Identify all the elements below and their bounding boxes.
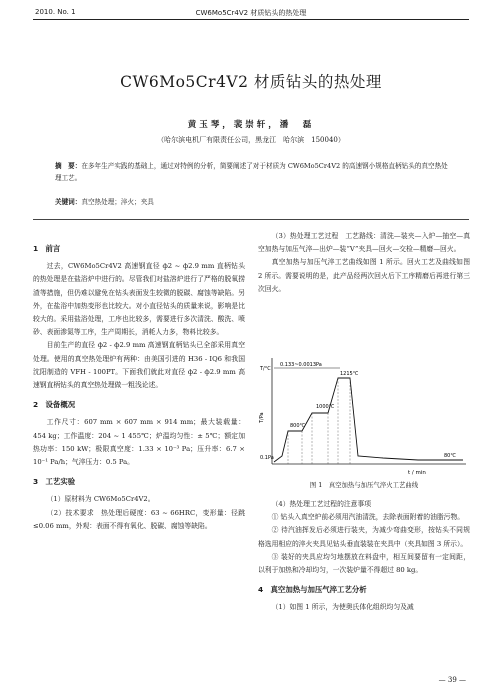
fig-temperature-curve [274,378,463,462]
section-heading: 2 设备概况 [33,400,76,410]
paragraph: 目前生产的直径 ф2 - ф2.9 mm 高速钢直柄钻头已全部采用真空处理。使用的真空热处理炉有两种：由美国引进的 H36 - IQ6 和我国沈阳制造的 VFH - 100PT。下面我们就此对直径 ф2 - ф2.9 mm 高速钢直柄钻头的真空热处理做一粗浅论述。 [33,341,245,390]
left-column [33,236,245,533]
section-heading: 4 真空加热与加压气淬工艺分析 [258,585,367,595]
section-heading: 3 工艺实验 [33,477,76,487]
figure-1-process-curve [258,356,470,476]
abstract [55,160,450,184]
paragraph: 真空加热与加压气淬工艺曲线如图 1 所示。回火工艺及曲线如图 2 所示。需要说明的是，此产品经两次回火后下工序精磨后再进行第三次回火。 [258,258,470,293]
right-column-bottom [258,498,470,615]
paragraph: （3）热处理工艺过程 工艺路线：清洗—装夹—入炉—抽空—真空加热与加压气淬—出炉—装“V”夹具—回火—交检—精磨—回火。 [258,232,470,254]
fig-vacuum-annotation: 0.133~0.0013Pa [280,362,322,368]
fig-pressure-label: 0.1Pa [260,455,274,461]
fig-temp-80: 80℃ [444,453,456,459]
paragraph: （2）技术要求 热处理后硬度：63 ~ 66HRC，变形量：径跳 ≤0.06 mm，外观：表面不得有氧化、脱碳、腐蚀等缺陷。 [33,508,245,530]
fig-temp-1215: 1215℃ [340,371,359,377]
paragraph: （1）如图 1 所示，为使奥氏体化组织均匀及减 [271,603,414,612]
fig-y-label: T/°C [260,366,271,372]
paragraph: 工作尺寸：607 mm × 607 mm × 914 mm；最大装载量：454 kg；工作温度：204 ~ 1 455℃；炉温均匀性：± 5℃；额定加热功率：150 kW；极限真空度：1.33 × 10⁻³ Pa；压升率：6.7 × 10⁻¹ Pa/h；气淬压力：0.5 Pa。 [33,418,245,467]
keywords [55,196,450,206]
affiliation: （哈尔滨电机厂有限责任公司，黑龙江 哈尔滨 150040） [157,136,345,144]
authors: 黄玉琴，裴崇轩，潘 磊 [187,120,315,130]
paragraph: （4）热处理工艺过程的注意事项 [271,500,372,508]
figure-1-caption: 图 1 真空加热与加压气淬火工艺曲线 [309,481,419,489]
keywords-label: 关键词： [55,198,82,206]
running-header-issue: 2010. No. 1 [35,8,76,16]
paper-title: CW6Mo5Cr4V2 材质钻头的热处理 [120,73,382,91]
section-heading: 1 前言 [33,244,61,253]
paragraph: （1）原材料为 CW6Mo5Cr4V2。 [46,495,155,504]
fig-y-unit: T/Pa [259,412,265,423]
right-column-top [258,230,470,296]
paragraph: 过去，CW6Mo5Cr4V2 高速钢直径 ф2 ~ ф2.9 mm 直柄钻头的热处理是在盐浴炉中进行的。尽管我们对盐溶炉进行了严格的脱氧捞渣等措施，但仍难以避免在钻头表面发生较微的脱碳、腐蚀等缺陷。另外，在盐浴中加热变形也比较大。对小直径钻头的质量来说，影响是比较大的。采用盐浴处理，工序也比较多，需要进行多次清洗、酸洗、喷砂、表面渗氮等工序，生产周期长，消耗人力多，物料比较多。 [33,262,245,337]
keywords-text: 真空热处理；淬火；夹具 [81,198,154,206]
abstract-label: 摘 要： [55,162,82,170]
abstract-separator [33,219,469,220]
paragraph: ① 钻头入真空炉前必须用汽油清洗，去除表面附着的油脂污物。 [271,513,465,522]
header-rule [33,19,469,20]
paragraph: ③ 装好的夹具应均匀地摆放在料盘中，相互间要留有一定间距，以利于加热和冷却均匀，一次装炉量不得超过 80 kg。 [258,552,470,575]
paragraph: ② 待汽油挥发后必须进行装夹，为减少弯曲变形，按钻头不同规格选用相应的淬火夹具见钻头垂直装装在夹具中（夹具如图 3 所示）。 [258,526,470,548]
page-number: — 39 — [438,676,466,684]
running-header-title: CW6Mo5Cr4V2 材质钻头的热处理 [195,9,307,17]
abstract-text: 在多年生产实践的基础上，通过对特例的分析，简要阐述了对于材质为 CW6Mo5Cr4V2 的高速钢小规格直柄钻头的真空热处理工艺。 [55,162,448,182]
fig-temp-800: 800℃ [290,423,306,429]
fig-x-label: t / min [408,470,426,476]
fig-temp-1000: 1000℃ [316,404,335,410]
